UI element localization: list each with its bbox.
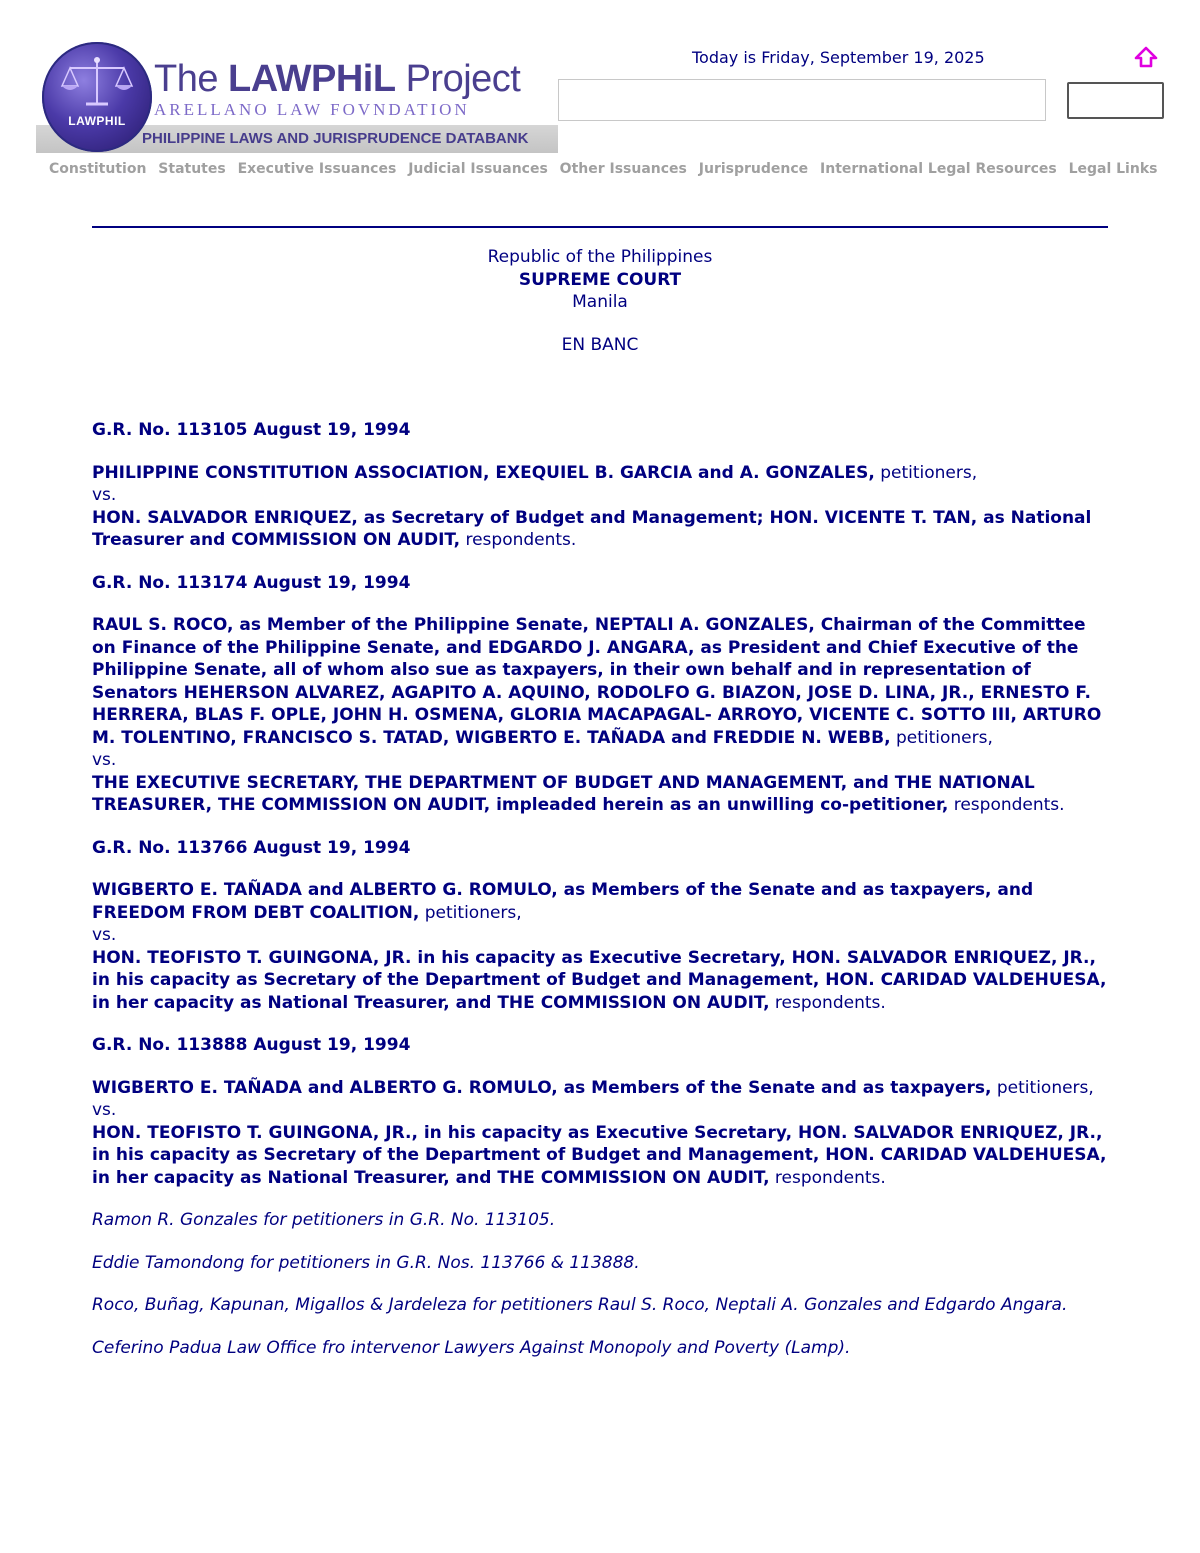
lawphil-logo[interactable] — [36, 40, 558, 154]
petitioners-label: petitioners, — [419, 902, 522, 923]
search-button[interactable] — [1067, 82, 1164, 119]
nav-link-other-issuances[interactable]: Other Issuances — [559, 161, 687, 177]
respondents-label: respondents. — [769, 992, 886, 1013]
case-respondents: HON. SALVADOR ENRIQUEZ, as Secretary of Budget and Management; HON. VICENTE T. TAN, as National Treasurer and COMMISSION ON AUDIT, — [92, 507, 1092, 550]
logo-emblem — [42, 42, 152, 152]
case-parties — [92, 879, 1108, 1014]
court-name: SUPREME COURT — [518, 269, 682, 290]
decision-document — [92, 246, 1108, 1359]
header-divider — [92, 226, 1108, 228]
division-label: EN BANC — [561, 334, 639, 355]
nav-link-judicial-issuances[interactable]: Judicial Issuances — [408, 161, 548, 177]
counsel-line: Roco, Buñag, Kapunan, Migallos & Jardeleza for petitioners Raul S. Roco, Neptali A. Gonzales and Edgardo Angara. — [92, 1295, 1068, 1315]
nav-link-international-legal-resources[interactable]: International Legal Resources — [820, 161, 1057, 177]
versus-label: vs. — [92, 1100, 117, 1120]
site-title — [154, 58, 520, 101]
case-gr-number: G.R. No. 113888 August 19, 1994 — [92, 1035, 411, 1055]
case-petitioners: WIGBERTO E. TAÑADA and ALBERTO G. ROMULO, as Members of the Senate and as taxpayers, — [92, 1077, 992, 1098]
versus-label: vs. — [92, 750, 117, 770]
main-nav — [49, 161, 1164, 177]
case-gr-number: G.R. No. 113105 August 19, 1994 — [92, 420, 411, 440]
logo-emblem-text: LAWPHIL — [68, 114, 126, 128]
counsel-line: Eddie Tamondong for petitioners in G.R. Nos. 113766 & 113888. — [92, 1252, 640, 1273]
nav-link-legal-links[interactable]: Legal Links — [1068, 161, 1158, 177]
site-subtitle: ARELLANO LAW FOVNDATION — [154, 100, 470, 119]
counsel-line: Ceferino Padua Law Office fro intervenor Lawyers Against Monopoly and Poverty (Lamp). — [92, 1337, 851, 1358]
nav-link-constitution[interactable]: Constitution — [49, 161, 147, 177]
case-petitioners: PHILIPPINE CONSTITUTION ASSOCIATION, EXEQUIEL B. GARCIA and A. GONZALES, — [92, 462, 875, 483]
case-parties — [92, 462, 1108, 552]
respondents-label: respondents. — [769, 1167, 886, 1188]
counsel-line: Ramon R. Gonzales for petitioners in G.R. No. 113105. — [92, 1210, 556, 1230]
case-gr-number: G.R. No. 113766 August 19, 1994 — [92, 837, 411, 858]
scales-of-justice-icon — [60, 54, 134, 112]
case-gr-number: G.R. No. 113174 August 19, 1994 — [92, 572, 411, 593]
case-parties — [92, 614, 1108, 817]
case-parties — [92, 1077, 1108, 1190]
site-title-brand: LAWPHiL — [228, 58, 396, 100]
versus-label: vs. — [92, 485, 117, 505]
petitioners-label: petitioners, — [890, 727, 993, 748]
petitioners-label: petitioners, — [874, 462, 978, 483]
respondents-label: respondents. — [948, 795, 1065, 815]
site-title-suffix: Project — [395, 58, 521, 100]
versus-label: vs. — [92, 925, 117, 945]
republic-line: Republic of the Philippines — [487, 247, 713, 267]
site-title-prefix: The — [154, 58, 229, 100]
court-city: Manila — [572, 292, 628, 312]
search-input[interactable] — [558, 79, 1046, 121]
case-petitioners: RAUL S. ROCO, as Member of the Philippine Senate, NEPTALI A. GONZALES, Chairman of the Committee on Finance of the Philippine Senate, and EDGARDO J. ANGARA, as President and Chief Executive of the Philippine Senate, all of whom also sue as taxpayers, in their own behalf and in representation of Senators HEHERSON ALVAREZ, AGAPITO A. AQUINO, RODOLFO G. BIAZON, JOSE D. LINA, JR., ERNESTO F. HERRERA, BLAS F. OPLE, JOHN H. OSMENA, GLORIA MACAPAGAL- ARROYO, VICENTE C. SOTTO III, ARTURO M. TOLENTINO, FRANCISCO S. TATAD, WIGBERTO E. TAÑADA and FREDDIE N. WEBB, — [92, 615, 1102, 748]
petitioners-label: petitioners, — [991, 1077, 1094, 1098]
nav-link-jurisprudence[interactable]: Jurisprudence — [698, 161, 809, 177]
case-petitioners: WIGBERTO E. TAÑADA and ALBERTO G. ROMULO, as Members of the Senate and as taxpayers, and FREEDOM FROM DEBT COALITION, — [92, 880, 1034, 923]
case-respondents: HON. TEOFISTO T. GUINGONA, JR. in his capacity as Executive Secretary, HON. SALVADOR ENRIQUEZ, JR., in his capacity as Secretary of the Department of Budget and Management, HON. CARIDAD VALDEHUESA, in her capacity as National Treasurer, and THE COMMISSION ON AUDIT, — [92, 947, 1107, 1013]
page-header — [0, 0, 1200, 200]
home-icon[interactable] — [1134, 46, 1158, 70]
today-date: Today is Friday, September 19, 2025 — [692, 48, 985, 67]
logo-band-text: PHILIPPINE LAWS AND JURISPRUDENCE DATABANK — [142, 130, 529, 147]
case-respondents: HON. TEOFISTO T. GUINGONA, JR., in his capacity as Executive Secretary, HON. SALVADOR ENRIQUEZ, JR., in his capacity as Secretary of the Department of Budget and Management, HON. CARIDAD VALDEHUESA, in her capacity as National Treasurer, and THE COMMISSION ON AUDIT, — [92, 1122, 1107, 1188]
nav-link-statutes[interactable]: Statutes — [158, 161, 226, 177]
nav-link-executive-issuances[interactable]: Executive Issuances — [237, 161, 397, 177]
respondents-label: respondents. — [460, 530, 577, 550]
case-respondents: THE EXECUTIVE SECRETARY, THE DEPARTMENT OF BUDGET AND MANAGEMENT, and THE NATIONAL TREASURER, THE COMMISSION ON AUDIT, impleaded herein as an unwilling co-petitioner, — [92, 772, 1035, 815]
